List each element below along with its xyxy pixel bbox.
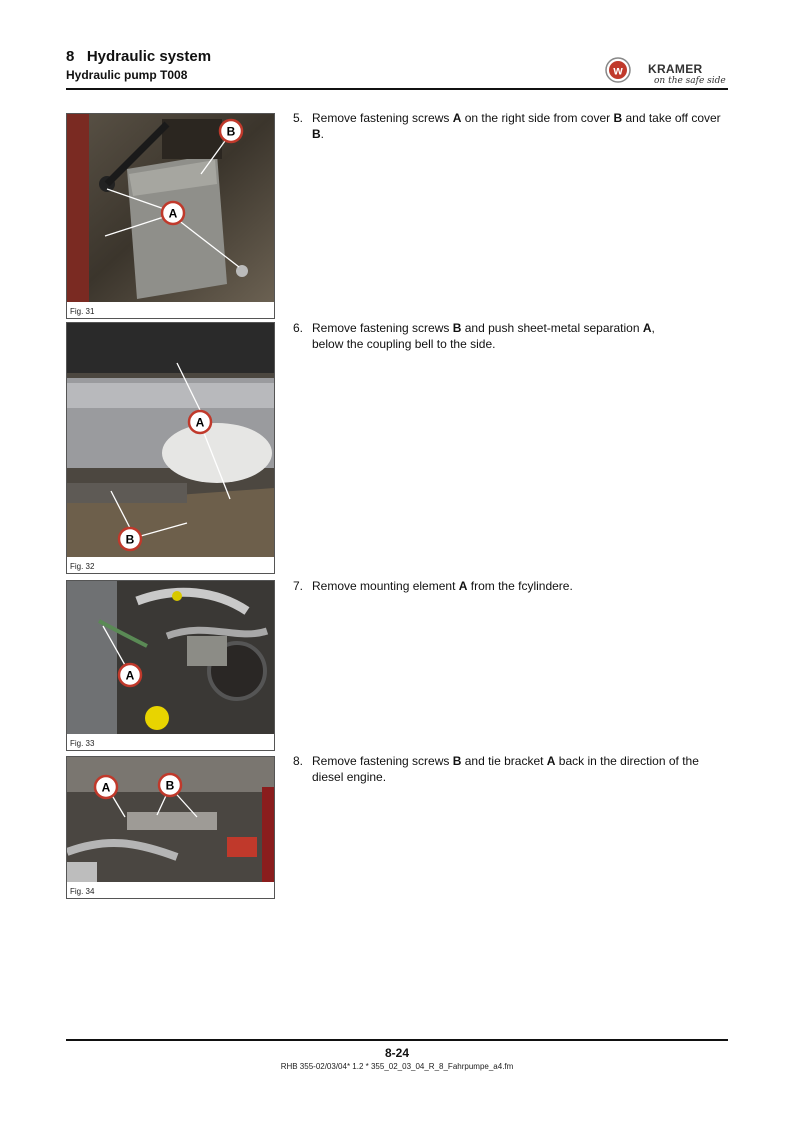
header-rule [66, 88, 728, 90]
figure-32-label-a: A [195, 415, 205, 430]
step-text: Remove fastening screws A on the right side from cover B and take off cover B. [312, 111, 721, 141]
logo-brand-text: KRAMER [648, 62, 703, 76]
figure-32-label-b: B [125, 532, 135, 547]
kramer-w-logo-icon [604, 56, 638, 90]
svg-text:w: w [613, 63, 623, 78]
figure-34 [66, 756, 275, 899]
step-text: Remove fastening screws B and tie bracket A back in the direction of the diesel engine. [312, 754, 699, 784]
step-8 [293, 753, 733, 785]
footer-rule [66, 1039, 728, 1041]
section-title: Hydraulic pump T008 [66, 68, 188, 82]
step-6 [293, 320, 733, 352]
figure-34-label-a: A [101, 780, 111, 795]
step-number: 5. [293, 111, 304, 125]
figure-31-label-b: B [226, 124, 236, 139]
figure-caption: Fig. 34 [70, 887, 95, 896]
figure-34-label-b: B [165, 778, 175, 793]
page-number: 8-24 [384, 1046, 410, 1060]
chapter-title: 8 Hydraulic system [66, 48, 212, 65]
figure-caption: Fig. 31 [70, 307, 95, 316]
figure-32-photo [67, 323, 274, 557]
figure-34-photo [67, 757, 274, 882]
figure-31-label-a: A [168, 206, 178, 221]
figure-33 [66, 580, 275, 751]
figure-caption: Fig. 32 [70, 562, 95, 571]
step-number: 7. [293, 579, 304, 593]
figure-31 [66, 113, 275, 319]
figure-33-label-a: A [125, 668, 135, 683]
figure-31-photo [67, 114, 274, 302]
figure-33-photo [67, 581, 274, 734]
figure-caption: Fig. 33 [70, 739, 95, 748]
step-7 [293, 578, 733, 594]
step-5 [293, 110, 733, 142]
step-text: Remove mounting element A from the fcylindere. [312, 579, 573, 593]
step-number: 6. [293, 321, 304, 335]
step-number: 8. [293, 754, 304, 768]
step-text: Remove fastening screws B and push sheet-metal separation A, below the coupling bell to the side. [312, 321, 655, 351]
logo-slogan-text: on the safe side [654, 76, 726, 86]
file-reference: RHB 355-02/03/04* 1.2 * 355_02_03_04_R_8_Fahrpumpe_a4.fm [280, 1062, 514, 1071]
brand-logo [604, 56, 732, 90]
figure-32 [66, 322, 275, 574]
